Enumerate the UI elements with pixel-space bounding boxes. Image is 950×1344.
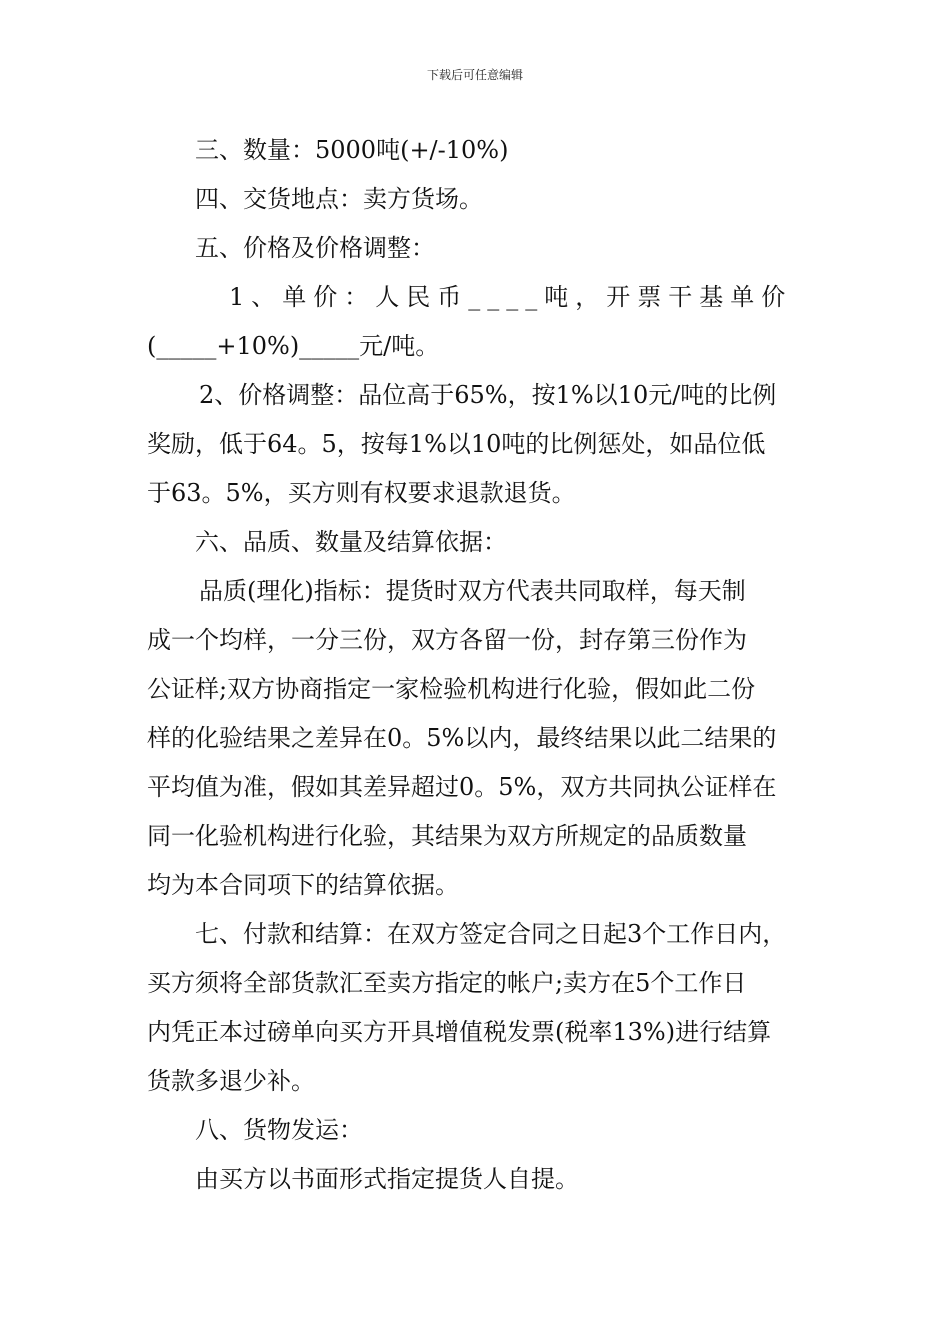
payment-paragraph-line: 货款多退少补。 (147, 1067, 315, 1095)
clause-quantity: 三、数量：5000吨(+/-10%) (195, 136, 509, 164)
clause-delivery-location: 四、交货地点：卖方货场。 (195, 185, 483, 213)
clause-quality-heading: 六、品质、数量及结算依据： (195, 528, 507, 556)
unit-price-line-cont: (_____+10%)_____元/吨。 (147, 332, 440, 360)
payment-paragraph-line: 七、付款和结算：在双方签定合同之日起3个工作日内， (195, 920, 787, 948)
price-adjustment-line: 2、价格调整：品位高于65%，按1%以10元/吨的比例 (199, 381, 777, 409)
clause-shipping-heading: 八、货物发运： (195, 1116, 363, 1144)
payment-paragraph-line: 买方须将全部货款汇至卖方指定的帐户;卖方在5个工作日 (147, 969, 747, 997)
payment-paragraph-line: 内凭正本过磅单向买方开具增值税发票(税率13%)进行结算 (147, 1018, 772, 1046)
quality-paragraph-line: 平均值为准，假如其差异超过0。5%，双方共同执公证样在 (147, 773, 777, 801)
clause-price-heading: 五、价格及价格调整： (195, 234, 435, 262)
quality-paragraph-line: 成一个均样，一分三份，双方各留一份，封存第三份作为 (147, 626, 747, 654)
quality-paragraph-line: 样的化验结果之差异在0。5%以内，最终结果以此二结果的 (147, 724, 777, 752)
shipping-paragraph-line: 由买方以书面形式指定提货人自提。 (195, 1165, 579, 1193)
price-adjustment-line: 奖励，低于64。5，按每1%以10吨的比例惩处，如品位低 (147, 430, 766, 458)
quality-paragraph-line: 同一化验机构进行化验，其结果为双方所规定的品质数量 (147, 822, 747, 850)
quality-paragraph-line: 均为本合同项下的结算依据。 (147, 871, 459, 899)
page-header: 下载后可任意编辑 (426, 68, 523, 82)
document-body (147, 126, 807, 1204)
quality-paragraph-line: 品质(理化)指标：提货时双方代表共同取样，每天制 (199, 577, 746, 605)
unit-price-line: 1、单价：人民币____吨，开票干基单价 (229, 283, 793, 311)
quality-paragraph-line: 公证样;双方协商指定一家检验机构进行化验，假如此二份 (147, 675, 756, 703)
price-adjustment-line: 于63。5%，买方则有权要求退款退货。 (147, 479, 576, 507)
